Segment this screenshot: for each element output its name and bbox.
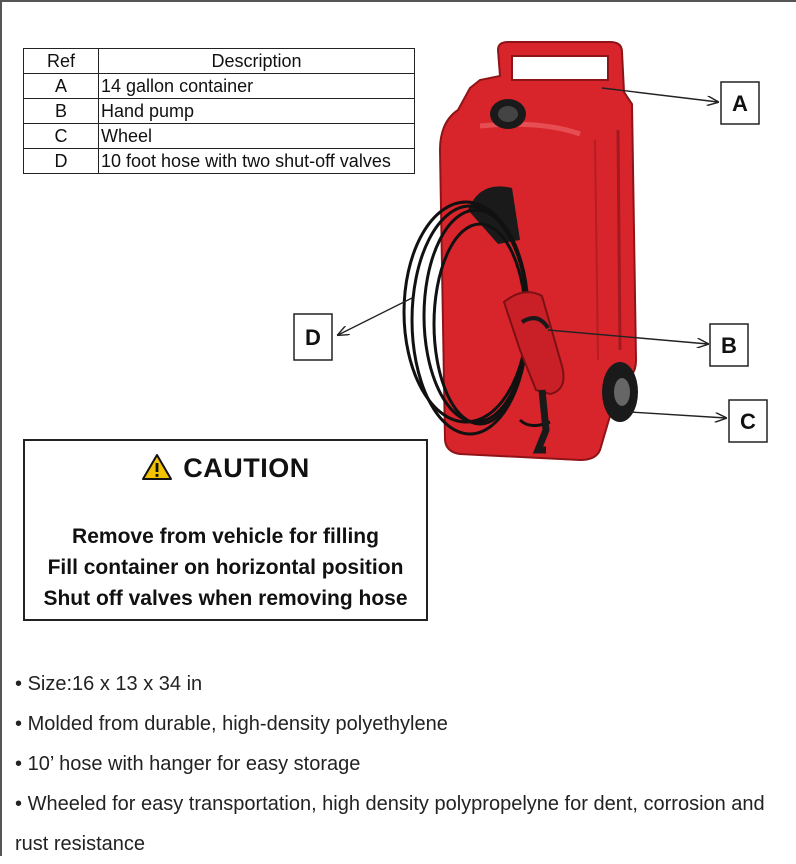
description-cell: 14 gallon container (99, 74, 415, 99)
description-cell: Hand pump (99, 99, 415, 124)
bullet-glyph: • (15, 753, 23, 775)
ref-cell: D (24, 149, 99, 174)
leader-line-c (630, 412, 726, 418)
page-top-border (0, 0, 796, 2)
feature-text: Wheeled for easy transportation, high density polypropelyne for dent, corrosion and rust resistance (15, 793, 765, 855)
ref-cell: B (24, 99, 99, 124)
wheel (602, 362, 638, 422)
list-item (15, 784, 785, 864)
callout-d (294, 314, 332, 360)
caution-line: Fill container on horizontal position (47, 556, 404, 579)
bullet-glyph: • (15, 673, 23, 695)
bullet-glyph: • (15, 793, 23, 815)
feature-text: Size:16 x 13 x 34 in (27, 673, 203, 695)
callout-a (721, 82, 759, 124)
feature-list (15, 664, 785, 864)
list-item (15, 744, 785, 784)
caution-title: CAUTION (183, 453, 310, 483)
feature-text: 10’ hose with hanger for easy storage (27, 753, 361, 775)
description-column-header: Description (99, 49, 415, 74)
callout-b (710, 324, 748, 366)
ref-cell: C (24, 124, 99, 149)
ref-cell: A (24, 74, 99, 99)
caution-heading (25, 453, 426, 484)
callout-a-label: A (732, 91, 748, 116)
caution-box (23, 439, 428, 621)
callout-b-label: B (721, 333, 737, 358)
leader-line-d (338, 298, 412, 335)
feature-text: Molded from durable, high-density polyethylene (27, 713, 448, 735)
list-item (15, 664, 785, 704)
list-item (15, 704, 785, 744)
warning-triangle-icon (141, 453, 173, 481)
caution-line: Shut off valves when removing hose (43, 587, 408, 610)
fill-cap (490, 99, 526, 129)
description-cell: Wheel (99, 124, 415, 149)
page-left-border (0, 0, 2, 856)
callout-c (729, 400, 767, 442)
ref-column-header: Ref (24, 49, 99, 74)
description-cell: 10 foot hose with two shut-off valves (99, 149, 415, 174)
callout-d-label: D (305, 325, 321, 350)
fuel-caddy-illustration (280, 30, 780, 470)
caution-line: Remove from vehicle for filling (72, 525, 379, 548)
bullet-glyph: • (15, 713, 23, 735)
callout-c-label: C (740, 409, 756, 434)
